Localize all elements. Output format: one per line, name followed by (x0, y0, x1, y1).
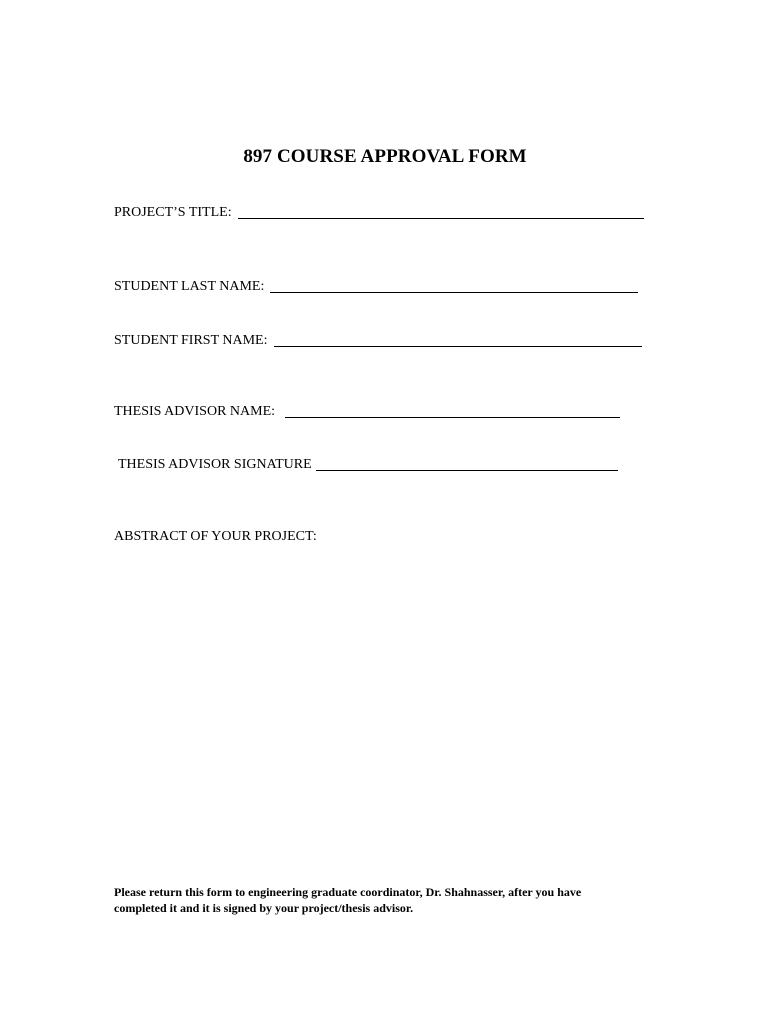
project-title-label: PROJECT’S TITLE: (114, 205, 232, 220)
thesis-advisor-name-field[interactable] (114, 403, 620, 421)
thesis-advisor-name-input-line[interactable] (285, 417, 620, 418)
form-title: 897 COURSE APPROVAL FORM (243, 146, 527, 167)
thesis-advisor-name-label: THESIS ADVISOR NAME: (114, 404, 276, 419)
return-instructions: Please return this form to engineering graduate coordinator, Dr. Shahnasser, after you have completed it and it is signed by your project/thesis advisor. (114, 885, 582, 915)
student-first-name-field[interactable] (114, 332, 642, 350)
thesis-advisor-signature-field[interactable] (118, 456, 618, 474)
student-first-name-input-line[interactable] (274, 346, 642, 347)
thesis-advisor-signature-input-line[interactable] (316, 470, 618, 471)
project-title-input-line[interactable] (238, 218, 644, 219)
student-last-name-input-line[interactable] (270, 292, 638, 293)
abstract-label: ABSTRACT OF YOUR PROJECT: (114, 529, 317, 544)
student-last-name-label: STUDENT LAST NAME: (114, 279, 265, 294)
student-first-name-label: STUDENT FIRST NAME: (114, 333, 268, 348)
student-last-name-field[interactable] (114, 278, 638, 296)
thesis-advisor-signature-label: THESIS ADVISOR SIGNATURE (118, 457, 312, 472)
project-title-field[interactable] (114, 204, 644, 222)
